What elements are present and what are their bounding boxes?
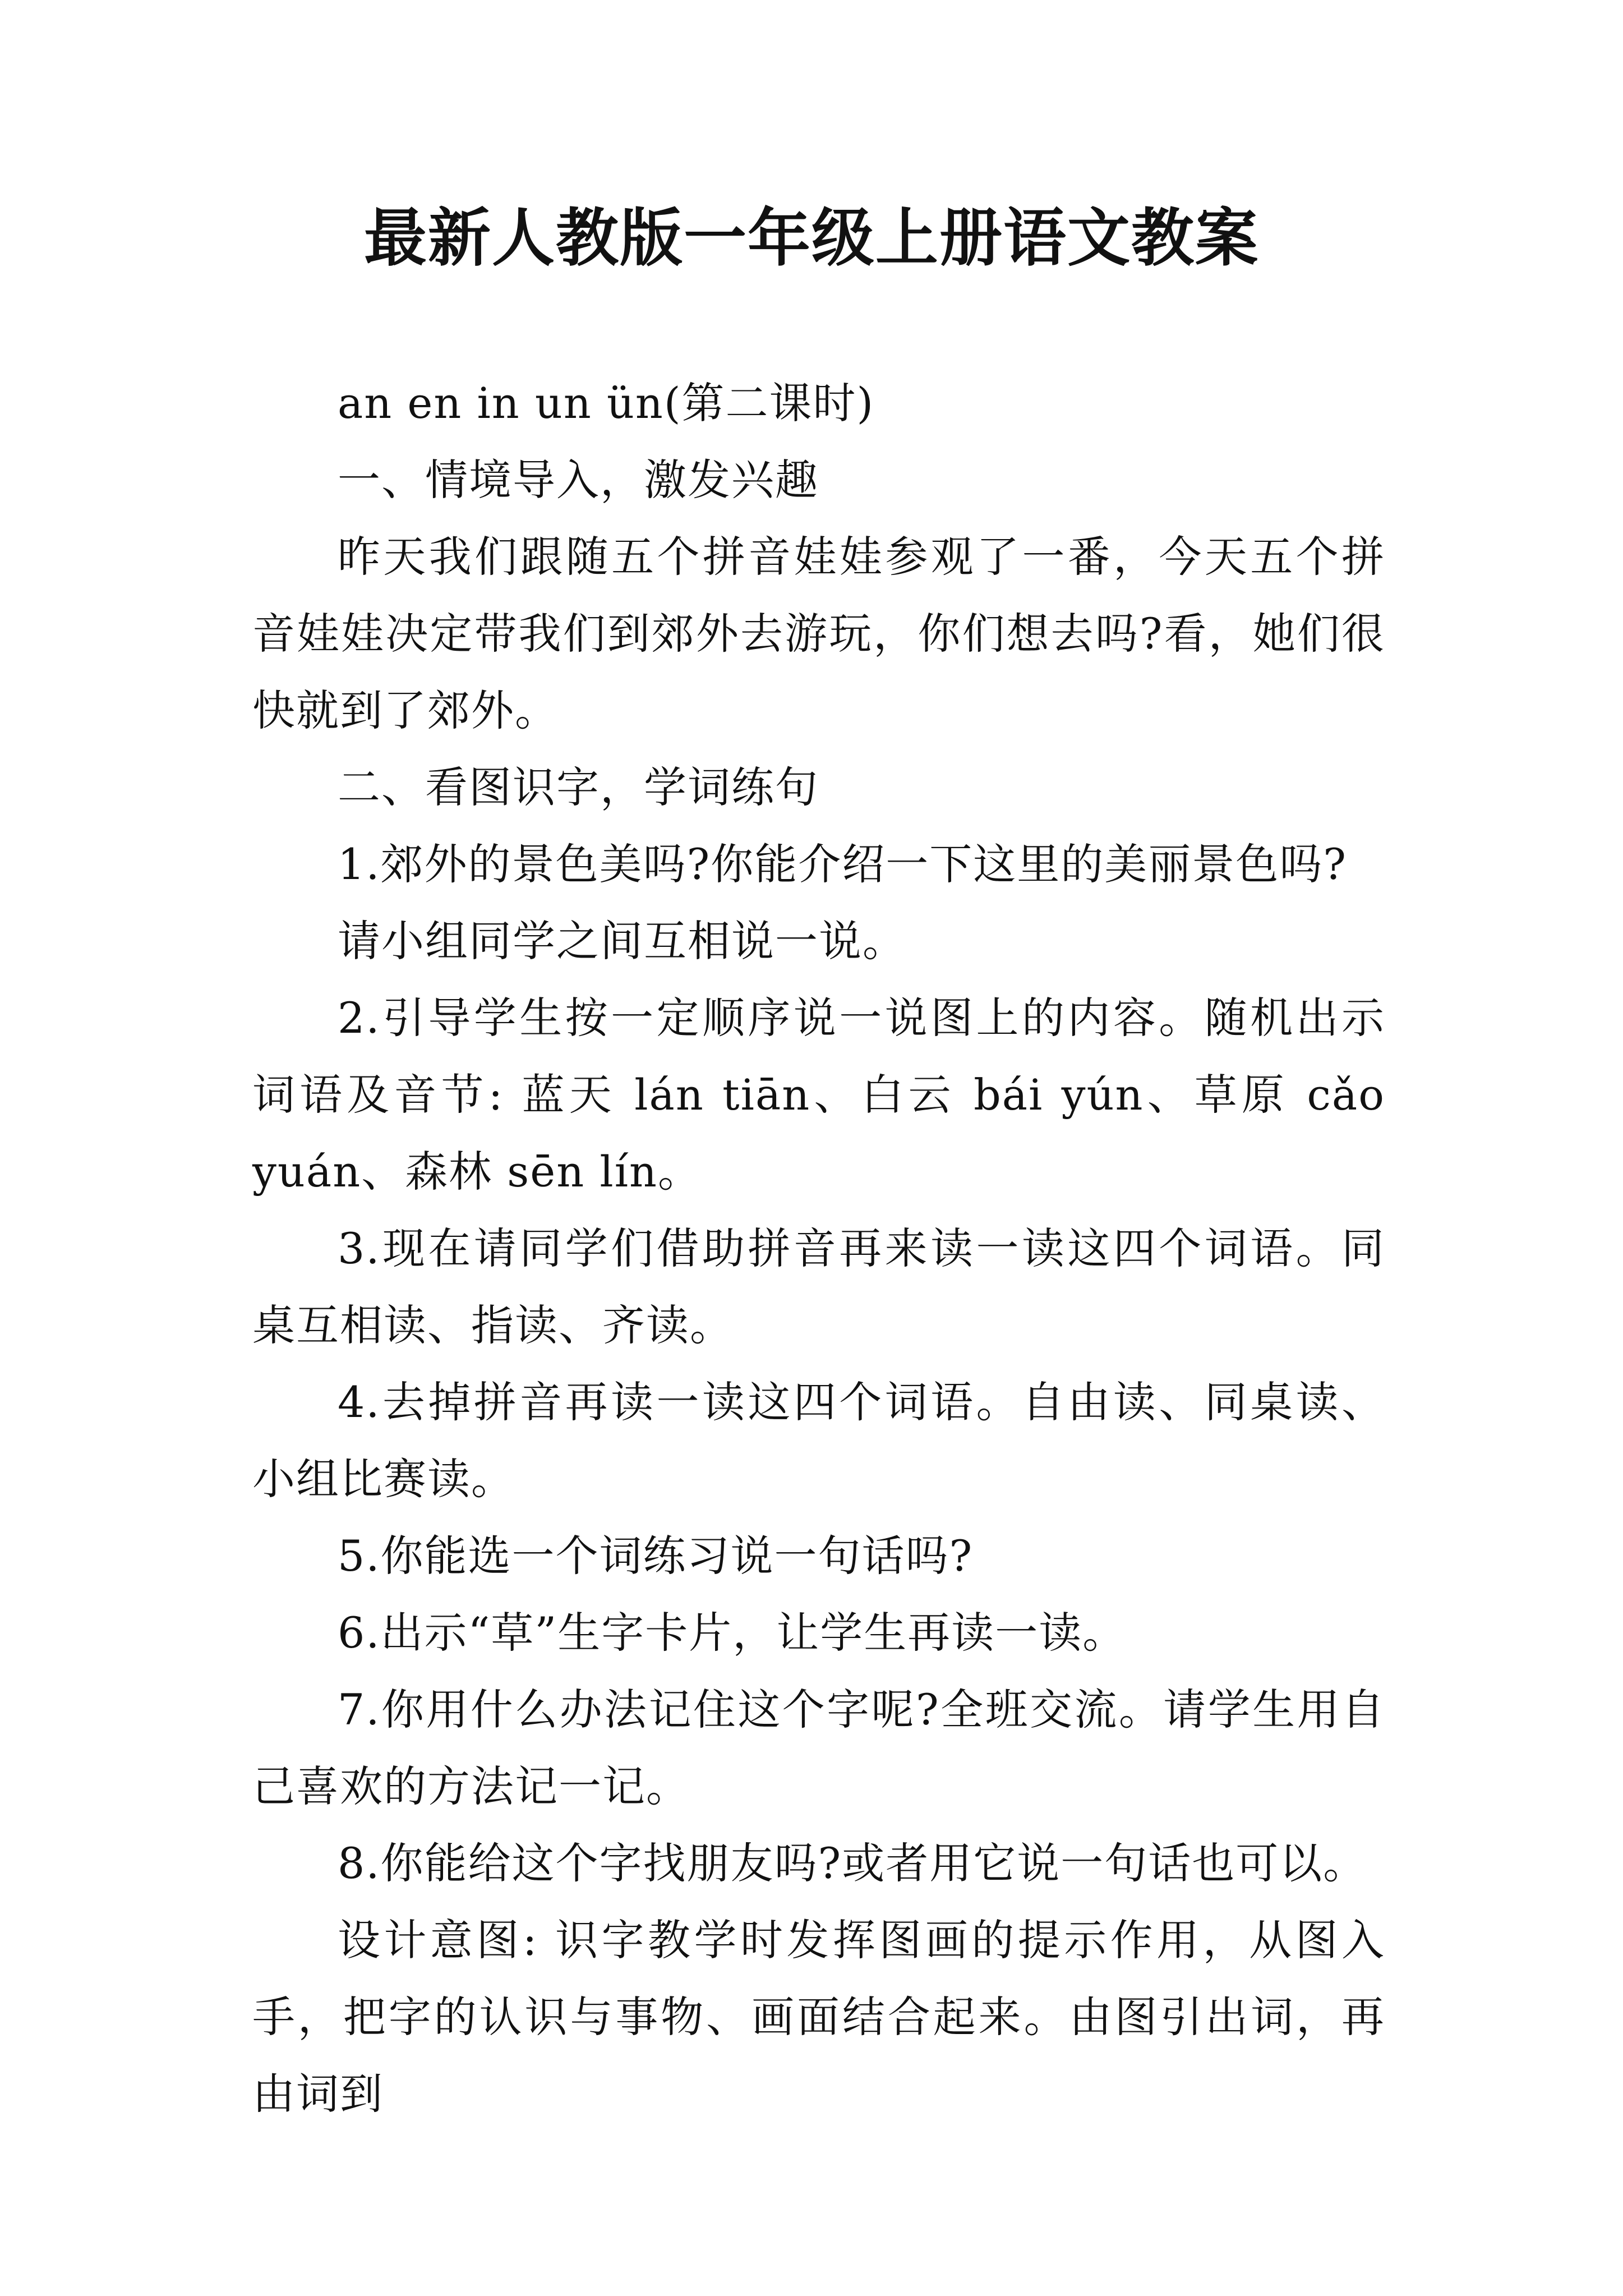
paragraph-group-talk: 请小组同学之间互相说一说。 (338, 916, 906, 966)
document-body (252, 365, 1385, 2132)
list-item-1: 1.郊外的景色美吗?你能介绍一下这里的美丽景色吗? (338, 839, 1348, 889)
list-item-7: 7.你用什么办法记住这个字呢?全班交流。请学生用自己喜欢的方法记一记。 (252, 1685, 1385, 1811)
section-heading-1: 一、情境导入，激发兴趣 (338, 455, 819, 505)
list-item-8: 8.你能给这个字找朋友吗?或者用它说一句话也可以。 (338, 1838, 1367, 1888)
list-item-2: 2.引导学生按一定顺序说一说图上的内容。随机出示词语及音节: 蓝天 lán tiān、白云 bái yún、草原 cǎo yuán、森林 sēn lín。 (252, 993, 1385, 1197)
list-item-6: 6.出示“草”生字卡片，让学生再读一读。 (338, 1608, 1127, 1658)
design-intent-paragraph: 设计意图: 识字教学时发挥图画的提示作用，从图入手，把字的认识与事物、画面结合起来。由图引出词，再由词到 (252, 1915, 1385, 2119)
list-item-3: 3.现在请同学们借助拼音再来读一读这四个词语。同桌互相读、指读、齐读。 (252, 1223, 1385, 1350)
paragraph-intro: 昨天我们跟随五个拼音娃娃参观了一番，今天五个拼音娃娃决定带我们到郊外去游玩，你们想去吗?看，她们很快就到了郊外。 (252, 532, 1385, 735)
document-title: 最新人教版一年级上册语文教案 (364, 201, 1259, 275)
section-heading-2: 二、看图识字，学词练句 (338, 762, 819, 812)
list-item-4: 4.去掉拼音再读一读这四个词语。自由读、同桌读、小组比赛读。 (252, 1377, 1385, 1504)
lesson-heading: an en in un ün(第二课时) (338, 378, 875, 428)
list-item-5: 5.你能选一个词练习说一句话吗? (338, 1531, 974, 1581)
